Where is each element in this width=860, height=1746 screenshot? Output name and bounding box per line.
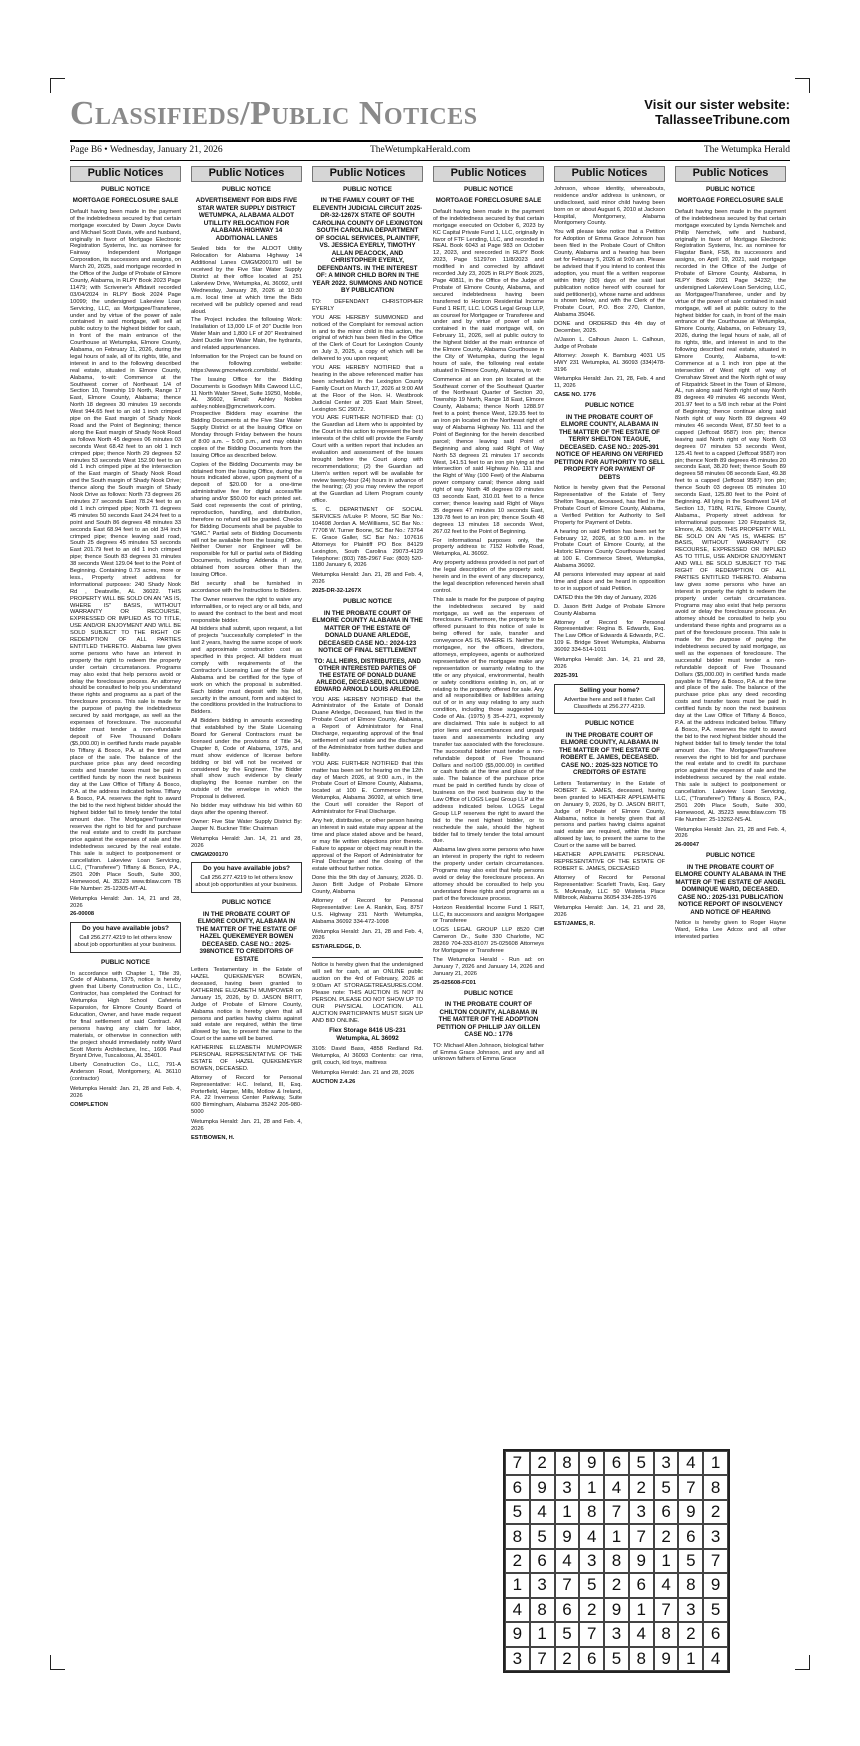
column-header: Public Notices [554,166,665,182]
column-2 [191,166,302,1676]
house-ad [554,684,665,715]
sudoku-cell: 3 [579,1549,604,1573]
publication-dates: Wetumpka Herald: Jan. 14, 21 and 28, 2026 [554,657,665,670]
notice-title: PUBLIC NOTICE [222,185,271,193]
notice-paragraph: The Issuing Office for the Bidding Documents is Goodwyn Mills Cawood LLC, 11 North Water Street, Suite 19250, Mobile, AL 36602, Email: Ashley Nobles ashley.nobles@gmcnetwork.com. Prospective Bidders may examine the Bidding Documents at the Five Star Water Supply District or at the Issuing Office on Monday through Friday between the hours of 8:00 a.m. – 5:00 p.m., and may obtain copies of the Bidding Documents from the Issuing Office as described below. [191,376,302,459]
column-header: Public Notices [312,166,423,182]
sudoku-cell: 7 [505,1451,530,1475]
notice-reference-code: 2025-DR-32-1267X [312,588,362,595]
publication-dates: Wetumpka Herald: Jan. 21, 28 and Feb. 4, 2026 [312,572,423,586]
notice-paragraph: Notice is hereby given to Roger Hayne Ward, Erika Lee Adcox and all other interested parties [675,920,786,941]
sudoku-cell: 9 [505,1622,530,1646]
notice-paragraph: All persons interested may appear at said time and place and be heard in opposition to or in support of said Petition. [554,572,665,592]
notice-paragraph: All bidders shall submit, upon request, a list of projects "successfully completed" in the last 2 years, having the same scope of work and approximate construction cost as specified in this project. All bidders must comply with requirements of the Contractor's Licensing Law of the State of Alabama and be certified for the type of work on which the proposal is submitted. Each bidder must deposit with his bid, security in the amount, form and subject to the conditions provided in the Instructions to Bidders. [191,626,302,716]
sudoku-cell: 2 [555,1647,580,1671]
house-ad-title: Selling your home? [579,686,640,694]
notice-paragraph: Owner: Five Star Water Supply District By: Jasper N. Buckner Title: Chairman [191,818,302,832]
sudoku-cell: 2 [654,1524,679,1548]
sudoku-cell: 8 [629,1647,654,1671]
notice-title: MORTGAGE FORECLOSURE SALE [677,197,784,205]
column-6 [675,166,786,1441]
notice-reference-code: CMGM200170 [191,851,228,858]
sudoku-cell: 7 [555,1573,580,1597]
sudoku-cell: 1 [629,1598,654,1622]
sudoku-cell: 7 [703,1549,728,1573]
house-ad-text: Call 256.277.4219 to let others know about job opportunities at your business. [195,875,298,889]
sudoku-cell: 2 [505,1549,530,1573]
notice-paragraph: Johnson, whose identity, whereabouts, residence and/or address is unknown, or undisclosed, said minor child having been born on or about August 6, 2010 at Jackson Hospital, Montgomery, Alabama Montgomery County. [554,185,665,227]
sudoku-cell: 6 [505,1475,530,1499]
sudoku-cell: 1 [604,1524,629,1548]
notice-title: PUBLIC NOTICE [464,185,513,193]
notice-paragraph: D. Jason Britt Judge of Probate Elmore County Alabama [554,603,665,617]
notice-paragraph: DONE and ORDERED this 4th day of December, 2025. [554,321,665,335]
notice-paragraph: /s/Jason L. Calhoun Jason L. Calhoun, Judge of Probate [554,336,665,350]
notice-title: ADVERTISEMENT FOR BIDS FIVE STAR WATER SUPPLY DISTRICT WETUMPKA, ALABAMA ALDOT UTILLITY RELOCATION FOR ALABAMA HIGHWAY 14 ADDITIONAL LANES [195,197,298,242]
sudoku-cell: 1 [654,1549,679,1573]
notice-paragraph: Notice is hereby given that the undersigned will sell for cash, at an ONLINE public auction on the 4rd of February, 2026 at 9:00am AT STORAGETREASURES.COM. Please note: THIS AUCTION IS NOT IN PERSON. PLEASE DO NOT SHOW UP TO OUR PHYSICAL LOCATION. ALL AUCTION PARTICIPANTS MUST SIGN UP AND BID ONLINE. [312,962,423,1024]
sudoku-cell: 5 [678,1549,703,1573]
notice-paragraph: The Wetumpka Herald - Run ad: on January 7, 2026 and January 14, 2026 and January 21, 2026 [433,956,544,977]
notice-paragraph: TO: Michael Allen Johnson, biological father of Emma Grace Johnson, and any and all unknown fathers of Emma Grace [433,1042,544,1063]
notice-paragraph: Letters Testamentary in the Estate of HAZEL QUEKEMEYER BOWEN, deceased, having been granted to KATHERINE ELIZABETH MUMPOWER on January 15, 2026, by D. JASON BRITT, Judge of Probate of Elmore County, Alabama notice is hereby given that all persons and parties having claims against said estate are required, within the time allowed by law, to present the same to the Court or the same will be barred. [191,967,302,1043]
house-ad-title: Do you have available jobs? [81,925,170,933]
notice-title: IN THE PROBATE COURT OF ELMORE COUNTY ALABAMA IN THE MATTER OF THE ESTATE OF DONALD DUANE ARLEDGE, DECEASED CASE NO.: 2024-123 NOTICE OF FINAL SETTLEMENT [312,609,423,655]
sudoku-cell: 9 [579,1451,604,1475]
notice-title: PUBLIC NOTICE [222,899,271,907]
sudoku-cell: 1 [555,1500,580,1524]
notice-paragraph: S. C. DEPARTMENT OF SOCIAL SERVICES /s/Luke P. Moore, SC Bar No.: 104698 Jordan A. McWilliams, SC Bar No.: 77708 W. Turner Boone, SC Bar No.: 73764 E. Grace Galler, SC Bar No.: 107616 Attorneys for Plaintiff PO Box 84129 Lexington, South Carolina 29073-4129 Telephone: (803) 785-2967 Fax: (803) 520-1180 January 6, 2026 [312,507,423,569]
notice-paragraph: YOU ARE HEREBY NOTIFIED that the Administrator of the Estate of Donald Duane Arledge, Deceased, has filed in the Probate Court of Elmore County, Alabama, a Report of Administrator for Final Discharge, requesting approval of the final settlement of said estate and the discharge of the Administrator from further duties and liability. [312,696,423,758]
sudoku-cell: 9 [555,1524,580,1548]
sudoku-cell: 6 [703,1622,728,1646]
promo-line-2: TallasseeTribune.com [655,112,790,127]
column-header: Public Notices [70,166,181,182]
folio-rule [70,160,790,161]
notice-title: IN THE PROBATE COURT OF CHILTON COUNTY, ALABAMA IN THE MATTER OF THE ADOPTION PETITION OF PHILLIP JAY GILLEN CASE NO.: 1776 [436,1001,541,1039]
notice-paragraph: YOU ARE FURTHER NOTIFIED that: (1) the Guardian ad Litem who is appointed by the Court in this action to represent the best interests of the child will provide the Family Court with a written report that includes an evaluation and assessment of the issues brought before the Court along with recommendations; (2) the Guardian ad Litem's written report will be available for review twenty-four (24) hours in advance of the hearing; (3) you may review the report at the Guardian ad Litem Program county office. [312,415,423,505]
folio-site: TheWetumpkaHerald.com [370,145,471,155]
sudoku-cell: 9 [530,1475,555,1499]
notice-paragraph: DATED this the 9th day of January, 2026 [554,594,657,601]
column-5 [554,166,665,1441]
sudoku-cell: 6 [555,1598,580,1622]
house-ad-text: Call 256.277.4219 to let others know about job opportunities at your business. [74,935,177,949]
notice-reference-code: EST/ARLEDGE, D. [312,944,362,951]
sudoku-cell: 8 [505,1524,530,1548]
sudoku-cell: 7 [678,1475,703,1499]
sudoku-cell: 8 [678,1573,703,1597]
notice-paragraph: 3105: David Bass, 4858 Redland Rd. Wetumpka, Al 36093 Contents: car rims, grill, couch, kid toys, mattress [312,1046,423,1067]
sudoku-cell: 6 [579,1647,604,1671]
notice-paragraph: Attorney of Record for Personal Representative: Regina B. Edwards, Esq. The Law Office of Edwards & Edwards, P.C. 109 E. Bridge Street Wetumpka, Alabama 36092 334-514-1011 [554,619,665,654]
sudoku-cell: 2 [678,1622,703,1646]
notice-title: MORTGAGE FORECLOSURE SALE [72,197,179,205]
notice-title: PUBLIC NOTICE [101,185,150,193]
notice-paragraph: Default having been made in the payment of the indebtedness secured by that certain mortgage executed by Dawn Joyce Davis and Michael Scott Davis, wife and husband, originally in favor of Mortgage Electronic Registration Systems, Inc. as nominee for Fairway Independent Mortgage Corporation, its successors and assigns, on March 20, 2025, said mortgage recorded in the Office of the Judge of Probate of Elmore County, Alabama, in RLPY Book 2023 Page 11479; with Scrivener's Affidavit recorded 03/04/2024 in RLPY Book 2024 Page 10099; the undersigned Lakeview Loan Servicing, LLC, as Mortgagee/Transferee, under and by virtue of the power of sale contained in said mortgage, will sell at public outcry to the highest bidder for cash, in front of the main entrance of the Courthouse at Wetumpka, Elmore County, Alabama, on February 11, 2026, during the legal hours of sale, all of its rights, title, and interest in and to the following described real estate, situated in Elmore County, Alabama, to-wit: Commence at the Southwest corner of Northeast 1/4 of Section 10, Township 19 North, Range 17 East, Elmore County, Alabama; thence North 18 degrees 30 minutes 19 seconds West 944.65 feet to an old 1 inch crimped pipe on the East margin of Shady Nook Road and the Point of Beginning; thence along the East margin of Shady Nook Road as follows North 45 degrees 06 minutes 03 seconds West 68.42 feet to an old 1 inch crimped pipe; thence North 29 degrees 52 minutes 53 seconds West 152.90 feet to an old 1 inch crimped pipe at the intersection of the East margin of Shady Nook Road and the South margin of Shady Nook Drive; thence along the South margin of Shady Nook Drive as follows: North 73 degrees 26 minutes 27 seconds East 78.24 feet to an old 1 inch crimped pipe; North 71 degrees 45 minutes 50 seconds East 24.24 feet to a point and South 86 degrees 48 minutes 33 seconds East 68.94 feet to an old 3/4 inch crimped pipe; thence leaving said road, South 25 degrees 45 minutes 53 seconds East 201.79 feet to an old 1 inch crimped pipe; thence South 83 degrees 31 minutes 38 seconds West 129.04 feet to the Point of Beginning. Containing 0.73 acres, more or less., Property street address for informational purposes: 240 Shady Nook Rd , Deatsville, AL 36022. THIS PROPERTY WILL BE SOLD ON AN "AS IS, WHERE IS" BASIS, WITHOUT WARRANTY OR RECOURSE, EXPRESSED OR IMPLIED AS TO TITLE, USE AND/OR ENJOYMENT AND WILL BE SOLD SUBJECT TO THE RIGHT OF REDEMPTION OF ALL PARTIES ENTITLED THERETO. Alabama law gives some persons who have an interest in property the right to redeem the property under certain circumstances. Programs may also exist that help persons avoid or delay the foreclosure process. An attorney should be consulted to help you understand these rights and programs as a part of the foreclosure process. This sale is made for the purpose of paying the indebtedness secured by said mortgage, as well as the expenses of foreclosure. The successful bidder must tender a non-refundable deposit of Five Thousand Dollars ($5,000.00) in certified funds made payable to Tiffany & Bosco, P.A. at the time and place of the sale. The balance of the purchase price plus any deed recording costs and transfer taxes must be paid in certified funds by noon the next business day at the Law Office of Tiffany & Bosco, P.A. at the address indicated below. Tiffany & Bosco, P.A. reserves the right to award the bid to the next highest bidder should the highest bidder fail to timely tender the total amount due. The Mortgagee/Transferee reserves the right to bid for and purchase the real estate and to credit its purchase price against the expenses of sale and the indebtedness secured by the real estate. This sale is subject to postponement or cancellation. Lakeview Loan Servicing, LLC, ("Transferee") Tiffany & Bosco, P.A., 2501 20th Place South, Suite 300, Homewood, AL 35223 www.tblaw.com TB File Number: 25-12305-MT-AL [70,208,181,892]
notice-paragraph: A hearing on said Petition has been set for February 12, 2026, at 9:00 a.m. in the Probate Court of Elmore County, at the Historic Elmore County Courthouse located at 100 E. Commerce Street, Wetumpka, Alabama 36092. [554,528,665,570]
sudoku-cell: 4 [678,1451,703,1475]
sudoku-cell: 4 [555,1549,580,1573]
sudoku-cell: 5 [579,1573,604,1597]
section-title: Classifieds/Public Notices [70,95,478,132]
notice-paragraph: The Owner reserves the right to waive any informalities, or to reject any or all bids, and to award the contract to the best and most responsible bidder. [191,596,302,624]
column-header: Public Notices [191,166,302,182]
sudoku-cell: 6 [530,1549,555,1573]
notice-paragraph: YOU ARE FURTHER NOTIFIED that this matter has been set for hearing on the 12th day of March 2026, at 9:00 a.m., in the Probate Court of Elmore County, Alabama, located at 100 E. Commerce Street, Wetumpka, Alabama 36092, at which time the Court will consider the Report of Administrator for Final Discharge. [312,760,423,816]
sudoku-cell: 9 [654,1647,679,1671]
sudoku-cell: 2 [629,1475,654,1499]
notice-paragraph: In accordance with Chapter 1, Title 39, Code of Alabama, 1975, notice is hereby given that Liberty Construction Co., LLC., Contractor, has completed the Contract for Wetumpka High School Cafeteria Expansion, for Elmore County Board of Education, Owner, and have made request for final settlement of said Contract. All persons having any claim for labor, materials, or otherwise in connection with the project should immediately notify Ward Scott Morris Architecture, Inc., 1606 Paul Bryant Drive, Tuscaloosa, AL 35401. [70,970,181,1060]
notice-reference-code: EST/BOWEN, H. [191,1135,235,1141]
notice-paragraph: The Project includes the following Work: Installation of 13,000 LF of 20" Ductile Iron Water Main and 1,800 LF of 20" Restrained Joint Ductile Iron Water Main, fire hydrants, and related appurtenances. [191,317,302,352]
folio-line [70,145,790,159]
notice-paragraph: No bidder may withdraw his bid within 60 days after the opening thereof. [191,803,302,816]
crop-mark-bottom-left [50,1655,65,1670]
sudoku-cell: 3 [678,1598,703,1622]
notice-reference-code: 2025-391 [554,672,579,679]
notice-paragraph: Default having been made in the payment of the indebtedness secured by that certain mortgage executed by Lynda Nemchek and Philip Nemchek, wife and husband, originally in favor of Mortgage Electronic Registration Systems, Inc. as nominee for Flagstar Bank, FSB, its successors and assigns, on April 19, 2021, said mortgage recorded in the Office of the Judge of Probate of Elmore County, Alabama, in RLPY Book 2021 Page 34232; the undersigned Lakeview Loan Servicing, LLC, as Mortgagee/Transferee, under and by virtue of the power of sale contained in said mortgage, will sell at public outcry to the highest bidder for cash, in front of the main entrance of the Courthouse at Wetumpka, Elmore County, Alabama, on February 19, 2026, during the legal hours of sale, all of its rights, title, and interest in and to the following described real estate, situated in Elmore County, Alabama, to-wit: Commence at a 1 inch iron pipe at the intersection of West right of way of Crenshaw Street and the North right of way of Fitzpatrick Street in the Town of Elmore, AL, run along said North right of way North 89 degrees 49 minutes 46 seconds West, 201.97 feet to a 5/8 inch rebar at the Point of Beginning; thence continue along said North right of way North 89 degrees 49 minutes 46 seconds West, 87.50 feet to a capped (Jeffcoat 9587) iron pin; thence leaving said North right of way North 03 degrees 07 minutes 53 seconds West, 125.41 feet to a capped (Jeffcoat 9587) iron pin; thence North 89 degrees 45 minutes 20 seconds East, 38.20 feet; thence South 89 degrees 58 minutes 08 seconds East, 49.38 feet to a capped (Jeffcoat 9587) iron pin; thence South 03 degrees 05 minutes 10 seconds East, 125.80 feet to the Point of Beginning. All lying in the Southwest 1/4 of Section 13, T18N, R17E, Elmore County, Alabama., Property street address for informational purposes: 120 Fitzpatrick St, Elmore, AL 36025. THIS PROPERTY WILL BE SOLD ON AN "AS IS, WHERE IS" BASIS, WITHOUT WARRANTY OR RECOURSE, EXPRESSED OR IMPLIED AS TO TITLE, USE AND/OR ENJOYMENT AND WILL BE SOLD SUBJECT TO THE RIGHT OF REDEMPTION OF ALL PARTIES ENTITLED THERETO. Alabama law gives some persons who have an interest in property the right to redeem the property under certain circumstances. Programs may also exist that help persons avoid or delay the foreclosure process. An attorney should be consulted to help you understand these rights and programs as a part of the foreclosure process. This sale is made for the purpose of paying the indebtedness secured by said mortgage, as well as the expenses of foreclosure. The successful bidder must tender a non-refundable deposit of Five Thousand Dollars ($5,000.00) in certified funds made payable to Tiffany & Bosco, P.A. at the time and place of the sale. The balance of the purchase price plus any deed recording costs and transfer taxes must be paid in certified funds by noon the next business day at the Law Office of Tiffany & Bosco, P.A. at the address indicated below. Tiffany & Bosco, P.A. reserves the right to award the bid to the next highest bidder should the highest bidder fail to timely tender the total amount due. The Mortgagee/Transferee reserves the right to bid for and purchase the real estate and to credit its purchase price against the expenses of sale and the indebtedness secured by the real estate. This sale is subject to postponement or cancellation. Lakeview Loan Servicing, LLC, ("Transferee") Tiffany & Bosco, P.A., 2501 20th Place South, Suite 300, Homewood, AL 35223 www.tblaw.com TB File Number: 25-13262-NS-AL [675,208,786,823]
notice-paragraph: Sealed bids for the ALDOT Utility Relocation for Alabama Highway 14 Additional Lanes CMGM200170 will be received by the Five Star Water Supply District at their office located at 251 Lakeview Drive, Wetumpka, AL 36092, until Wednesday, January 28, 2026 at 10:30 a.m. local time at which time the Bids received will be publicly opened and read aloud. [191,246,302,315]
sudoku-cell: 8 [654,1622,679,1646]
notice-paragraph: YOU ARE HEREBY NOTIFIED that a hearing in the above referenced matter has been scheduled in the Lexington County Family Court on March 17, 2026 at 9:00 AM at the Floor of the Hon. H. Westbrook Judicial Center at 205 East Main Street, Lexington SC 29072. [312,365,423,413]
sudoku-cell: 2 [604,1573,629,1597]
sudoku-cell: 5 [654,1475,679,1499]
notice-paragraph: Attorney of Record for Personal Representative: Lee A. Rankin, Esq. 8757 U.S. Highway 231 North Wetumpka, Alabama 36092 334-472-1098 [312,897,423,925]
notice-paragraph: TO: DEFENDANT CHRISTOPHER EYERLY [312,298,423,312]
column-3 [312,166,423,1676]
notice-paragraph: Default having been made in the payment of the indebtedness secured by that certain mortgage executed on October 6, 2023 by KC Capital Private Fund 1, LLC, originally in favor of FTF Lending, LLC, and recorded in REAL Book 6043 at Page 983 on October 12, 2023, and rerecorded in RLPY Book 2023, Page 51297on 11/8/2023 and modified in and corrected by affidavit recorded July 23, 2025 in RLPY Book 2025, Page 40811, in the Office of the Judge of Probate of Elmore County, Alabama, and secured indebtedness having been transferred to Horizon Residential Income Fund 1 REIT, LLC. LOGS Legal Group LLP, as counsel for Mortgagee or Transferee and under and by virtue of power of sale contained in the said mortgage will, on February 11, 2026, sell at public outcry to the highest bidder at the main entrance of the Elmore County, Alabama Courthouse in the City of Wetumpka, during the legal hours of sale, the following real estate situated in Elmore County, Alabama, to wit: [433,208,544,374]
crop-mark-top-right [795,78,810,93]
sudoku-cell: 2 [703,1500,728,1524]
sudoku-cell: 8 [703,1475,728,1499]
notice-reference-code: 26-00047 [675,842,700,849]
notice-reference-code: 25-025608-FC01 [433,979,477,986]
sudoku-cell: 9 [678,1500,703,1524]
publication-dates: Wetumpka Herald: Jan. 21, 28 and Feb. 4, 2026 [675,826,786,840]
folio-paper: The Wetumpka Herald [703,145,790,155]
sudoku-cell: 9 [703,1573,728,1597]
notice-reference-code: 26-00008 [70,911,95,918]
notice-paragraph: KATHERINE ELIZABETH MUMPOWER PERSONAL REPRESENTATIVE OF THE ESTATE OF HAZEL QUEKEMEYER BOWEN, DECEASED. [191,1045,302,1072]
sudoku-cell: 1 [703,1451,728,1475]
notice-paragraph: Any property address provided is not part of the legal description of the property sold herein and in the event of any discrepancy, the legal description referenced herein shall control. [433,560,544,594]
sudoku-cell: 2 [579,1598,604,1622]
sudoku-cell: 5 [604,1647,629,1671]
notice-title: PUBLIC NOTICE [101,959,150,967]
notice-title: PUBLIC NOTICE [585,720,634,728]
house-ad [191,862,302,893]
notice-title: PUBLIC NOTICE [343,598,392,606]
publication-dates: Wetumpka Herald: Jan. 14, 21 and 28, 2026 [191,835,302,849]
sudoku-cell: 7 [629,1524,654,1548]
masthead [70,95,790,137]
sudoku-cell: 4 [604,1475,629,1499]
sudoku-cell: 3 [654,1451,679,1475]
notice-title: PUBLIC NOTICE [706,185,755,193]
sudoku-cell: 6 [654,1500,679,1524]
sudoku-cell: 8 [555,1451,580,1475]
sister-site-promo [644,97,790,127]
notice-paragraph: Any heir, distributee, or other person having an interest in said estate may appear at the time and place stated above and be heard, or may file written objections prior thereto. Failure to appear or object may result in the approval of the Report of Administrator for Final Discharge and the closing of the estate without further notice. [312,817,423,873]
house-ad [70,922,181,953]
sudoku-cell: 9 [629,1549,654,1573]
notice-paragraph: Letters Testamentary in the Estate of ROBERT E. JAMES, deceased, having been granted to HEATHER APPLEWHITE on January 9, 2026, by D. JASON BRITT, Judge of Probate of Elmore County, Alabama, notice is hereby given that all persons and parties having claims against said estate are required, within the time allowed by law, to present the same to the Court or the same will be barred. [554,780,665,850]
sudoku-cell: 7 [530,1647,555,1671]
notice-paragraph: Liberty Construction Co., LLC, 791-A Anderson Road, Montgomery, AL 36110 (contractor) [70,1062,181,1083]
notice-title: PUBLIC NOTICE [585,402,634,410]
house-ad-title: Do you have available jobs? [202,865,291,873]
notice-title: PUBLIC NOTICE [706,852,755,860]
notice-paragraph: Attorney of Record for Personal Representative: Scarlett Travis, Esq. Gary S. McAnnally, LLC 50 Wisteria Place Millbrook, Alabama 36054 334-285-1976 [554,874,665,902]
notice-paragraph: For informational purposes only, the property address is: 7152 Holtville Road, Wetumpka, AL 36092. [433,537,544,558]
sudoku-cell: 8 [530,1598,555,1622]
sudoku-solution-grid [503,1449,730,1673]
publication-dates: Wetumpka Herald: Jan. 14, 21 and 28, 2026 [70,895,181,909]
sudoku-cell: 7 [579,1622,604,1646]
sudoku-cell: 4 [505,1598,530,1622]
column-header: Public Notices [433,166,544,182]
sudoku-cell: 5 [703,1598,728,1622]
folio-page: Page B6 • Wednesday, January 21, 2026 [70,145,223,155]
notice-paragraph: Horizon Residential Income Fund 1 REIT, LLC, its successors and assigns Mortgagee or Transferee [433,904,544,925]
notice-paragraph: Notice is hereby given that the Personal Representative of the Estate of Terry Shelton Teague, deceased, has filed in the Probate Court of Elmore County, Alabama, a Verified Petition for Authority to Sell Property for Payment of Debts. [554,485,665,526]
promo-line-1: Visit our sister website: [644,97,790,112]
column-1 [70,166,181,1676]
sudoku-cell: 4 [530,1500,555,1524]
notice-subhead: TO: ALL HEIRS, DISTRIBUTEES, AND OTHER INTERESTED PARTIES OF THE ESTATE OF DONALD DUANE ARLEDGE, DECEASED, INCLUDING EDWARD ARNOLD LOUIS ARLEDGE. [314,658,421,693]
notice-paragraph: Done this the 9th day of January, 2026. D. Jason Britt Judge of Probate Elmore County, Alabama [312,875,423,896]
sudoku-cell: 6 [629,1573,654,1597]
notice-reference-code: EST/JAMES, R. [554,921,596,928]
sudoku-cell: 6 [604,1451,629,1475]
notice-paragraph: YOU ARE HEREBY SUMMONED and noticed of the Complaint for removal action in and to the minor child in this action, the original of which has been filed in the Office of the Clerk of Court for Lexington County on July 3, 2025, a copy of which will be delivered to you upon request; [312,314,423,363]
publication-dates: Wetumpka Herald: Jan. 21, 28 and Feb. 4, 2026 [191,1119,302,1133]
notice-title: IN THE PROBATE COURT OF ELMORE COUNTY, ALABAMA IN THE MATTER OF THE ESTATE OF HAZEL QUEKEMEYER BOWEN DECEASED. CASE NO.: 2025-398NOTICE TO CREDITORS OF ESTATE [195,910,298,963]
sudoku-cell: 6 [678,1524,703,1548]
notice-title: PUBLIC NOTICE [464,989,513,997]
sudoku-cell: 3 [604,1622,629,1646]
masthead-rule [70,140,790,142]
publication-dates: Wetumpka Herald: Jan. 14, 21 and 28, 2026 [554,905,665,919]
notice-reference-code: AUCTION 2.4.26 [312,1079,356,1086]
publication-dates: Wetumpka Herald: Jan. 21, 28 and Feb. 4, 2026 [312,928,423,942]
sudoku-cell: 5 [555,1622,580,1646]
notice-title: MORTGAGE FORECLOSURE SALE [435,197,542,205]
sudoku-cell: 8 [604,1549,629,1573]
notice-reference-code: COMPLETION [70,1101,108,1108]
notice-paragraph: LOGS LEGAL GROUP LLP 8520 Cliff Cameron Dr., Suite 330 Charlotte, NC 28269 704-333-8107/ 25-025608 Attorneys for Mortgagee or Transferee [433,927,544,955]
crop-mark-top-left [50,78,65,93]
sudoku-cell: 5 [629,1451,654,1475]
notice-paragraph: HEATHER APPLEWHITE PERSONAL REPRESENTATIVE OF THE ESTATE OF ROBERT E. JAMES, DECEASED [554,852,665,872]
sudoku-cell: 3 [555,1475,580,1499]
sudoku-cell: 8 [579,1500,604,1524]
notice-paragraph: Attorney of Record for Personal Representative: H.C. Ireland, III, Esq. Porterfield, Harper, Mills, Motlow & Ireland, P.A. 22 Inverness Center Parkway, Suite 600 Birmingham, Alabama 35242 205-980-5000 [191,1074,302,1116]
sudoku-cell: 4 [703,1647,728,1671]
notice-paragraph: Information for the Project can be found on the following website: https://www.gmcnetwork.com/bids/. [191,354,302,374]
notice-paragraph: You will please take notice that a Petition for Adoption of Emma Grace Johnson has been filed in the Probate Court of Chilton County, Alabama and a hearing has been set for February 5, 2026 at 9:00 am. Please be advised that if you intend to contest this adoption, you must file a written response within thirty (30) days of the said last publication notice hereof with counsel for said petitioner(s), whose name and address is shown below, and with the Clerk of the Probate Court, P.O. Box 270, Clanton, Alabama 35046. [554,229,665,319]
sudoku-cell: 4 [654,1573,679,1597]
sudoku-cell: 5 [530,1524,555,1548]
notice-divider [312,957,423,958]
sudoku-cell: 3 [629,1500,654,1524]
publication-dates: Wetumpka Herald: Jan. 21 and 28, 2026 [312,1070,415,1077]
sudoku-cell: 1 [678,1647,703,1671]
notice-paragraph: This sale is made for the purpose of paying the indebtedness secured by said mortgage, as well as the expenses of foreclosure. Furthermore, the property to be offered pursuant to this notice of sale is being offered for sale, transfer and conveyance AS IS, WHERE IS. Neither the mortgagee, nor the officers, directors, attorneys, employees, agents or authorized representative of the mortgagee make any representation or warranty relating to the title or any physical, environmental, health or safety conditions existing in, on, at or relating to the property offered for sale. Any and all responsibilities or liabilities arising out of or in any way relating to any such condition, including those suggested by Code of Ala. (1975) § 35-4-271, expressly are disclaimed. This sale is subject to all prior liens and encumbrances and unpaid taxes and assessments including any transfer tax associated with the foreclosure. The successful bidder must tender a non-refundable deposit of Five Thousand Dollars and no/100 ($5,000.00) in certified or cash funds at the time and place of the sale. The balance of the purchase price must be paid in certified funds by close of business on the next business day to the Law Office of LOGS Legal Group LLP at the address indicated below. LOGS Legal Group LLP reserves the right to award the bid to the next highest bidder, or to reschedule the sale, should the highest bidder fail to timely tender the total amount due. [433,596,544,845]
column-header: Public Notices [675,166,786,182]
notice-title: Flex Storage 8416 US-231 Wetumpka, AL 36092 [329,1027,406,1042]
sudoku-cell: 9 [604,1598,629,1622]
sudoku-cell: 2 [530,1451,555,1475]
notice-paragraph: Attorney: Joseph K. Bamburg 4031 US HWY 231 Wetumpka, AL 36093 (334)478-3196 [554,352,665,373]
sudoku-cell: 4 [579,1524,604,1548]
notice-paragraph: Alabama law gives some persons who have an interest in property the right to redeem the property under certain circumstances. Programs may also exist that help persons avoid or delay the foreclosure process. An attorney should be consulted to help you understand these rights and programs as a part of the foreclosure process. [433,847,544,902]
house-ad-text: Advertise here and sell it faster. Call Classifieds at 256.277.4219. [564,696,655,710]
sudoku-cell: 1 [505,1573,530,1597]
sudoku-cell: 7 [604,1500,629,1524]
crop-mark-bottom-right [795,1655,810,1670]
notice-title: IN THE PROBATE COURT OF ELMORE COUNTY, ALABAMA IN THE MATTER OF THE ESTATE OF ROBERT E. JAMES, DECEASED. CASE NO.: 2025-323 NOTICE TO CREDITORS OF ESTATE [558,731,661,777]
sudoku-cell: 4 [629,1622,654,1646]
publication-dates: Wetumpka Herald: Jan. 21, 28, Feb. 4 and 11, 2026 [554,376,665,390]
notice-title: IN THE FAMILY COURT OF THE ELEVENTH JUDICIAL CIRCUIT 2025-DR-32-1267X STATE OF SOUTH CAROLINA COUNTY OF LEXINGTON SOUTH CAROLINA DEPARTMENT OF SOCIAL SERVICES, PLAINTIFF, VS. JESSICA EYERLY, TIMOTHY ALLAN PEACOCK, AND CHRISTOPHER EYERLY, DEFENDANTS. IN THE INTEREST OF: A MINOR CHILD BORN IN THE YEAR 2022. SUMMONS AND NOTICE BY PUBLICATION [312,197,423,295]
notice-paragraph: All Bidders bidding in amounts exceeding that established by the State Licensing Board for General Contractors must be licensed under the provisions of Title 34, Chapter 8, Code of Alabama, 1975, and must show evidence of license before bidding or bid will not be received or considered by the Engineer. The Bidder shall show such evidence by clearly displaying the license number on the outside of the envelope in which the Proposal is delivered. [191,718,302,801]
notice-paragraph: Bid security shall be furnished in accordance with the Instructions to Bidders. [191,581,302,594]
sudoku-cell: 5 [505,1500,530,1524]
notice-title: PUBLIC NOTICE [343,185,392,193]
notice-paragraph: Commence at an iron pin located at the Southeast corner of the Southeast Quarter of the Northeast Quarter of Section 20, Township 19 North, Range 18 East, Elmore County, Alabama; thence North 1288.97 feet to a point; thence West, 129.35 feet to an iron pin located on the Northeast right of way of Alabama Highway No. 111 and the Point of Beginning for the herein described parcel; thence leaving said Point of Beginning and along said Right of Way North 53 degrees 21 minutes 17 seconds West, 141.51 feet to an iron pin lying at the intersection of said Highway No. 111 and the Right of Way (100 Feet) of the Alabama power company canal; thence along said right of way North 48 degrees 09 minutes 03 seconds East, 310.01 feet to a fence corner; thence leaving said Right of Ways 35 degrees 47 minutes 10 seconds East, 139.78 feet to an iron pin; thence South 48 degrees 13 minutes 18 seconds West, 267.02 feet to the Point of Beginning. [433,376,544,535]
sudoku-cell: 1 [530,1622,555,1646]
notice-paragraph: Copies of the Bidding Documents may be obtained from the Issuing Office, during the hours indicated above, upon payment of a deposit of $20.00 for a one-time administrative fee for digital access/file sharing and/or $50.00 for each printed set. Said cost represents the cost of printing, reproduction, handling, and distribution, therefore no refund will be granted. Checks for Bidding Documents shall be payable to "GMC." Partial sets of Bidding Documents will not be available from the Issuing Office. Neither Owner nor Engineer will be responsible for full or partial sets of Bidding Documents, including Addenda if any, obtained from sources other than the Issuing Office. [191,461,302,579]
publication-dates: Wetumpka Herald: Jan. 21, 28 and Feb. 4, 2026 [70,1086,181,1099]
notice-title: IN THE PROBATE COURT OF ELMORE COUNTY ALABAMA IN THE MATTER OF THE ESTATE OF ANGEL DOMINIQUE WARD, DECEASED. CASE NO.: 2025-131 PUBLICATION NOTICE REPORT OF INSOLVENCY AND NOTICE OF HEARING [675,863,786,916]
sudoku-cell: 7 [654,1598,679,1622]
sudoku-cell: 1 [579,1475,604,1499]
notice-reference-code: CASE NO. 1776 [554,392,596,399]
sudoku-cell: 3 [530,1573,555,1597]
notice-title: IN THE PROBATE COURT OF ELMORE COUNTY, ALABAMA IN THE MATTER OF THE ESTATE OF TERRY SHELTON TEAGUE, DECEASED. CASE NO.: 2025-391 NOTICE OF HEARING ON VERIFIED PETITION FOR AUTHORITY TO SELL PROPERTY FOR PAYMENT OF DEBTS [554,413,665,481]
sudoku-cell: 3 [505,1647,530,1671]
sudoku-cell: 3 [703,1524,728,1548]
